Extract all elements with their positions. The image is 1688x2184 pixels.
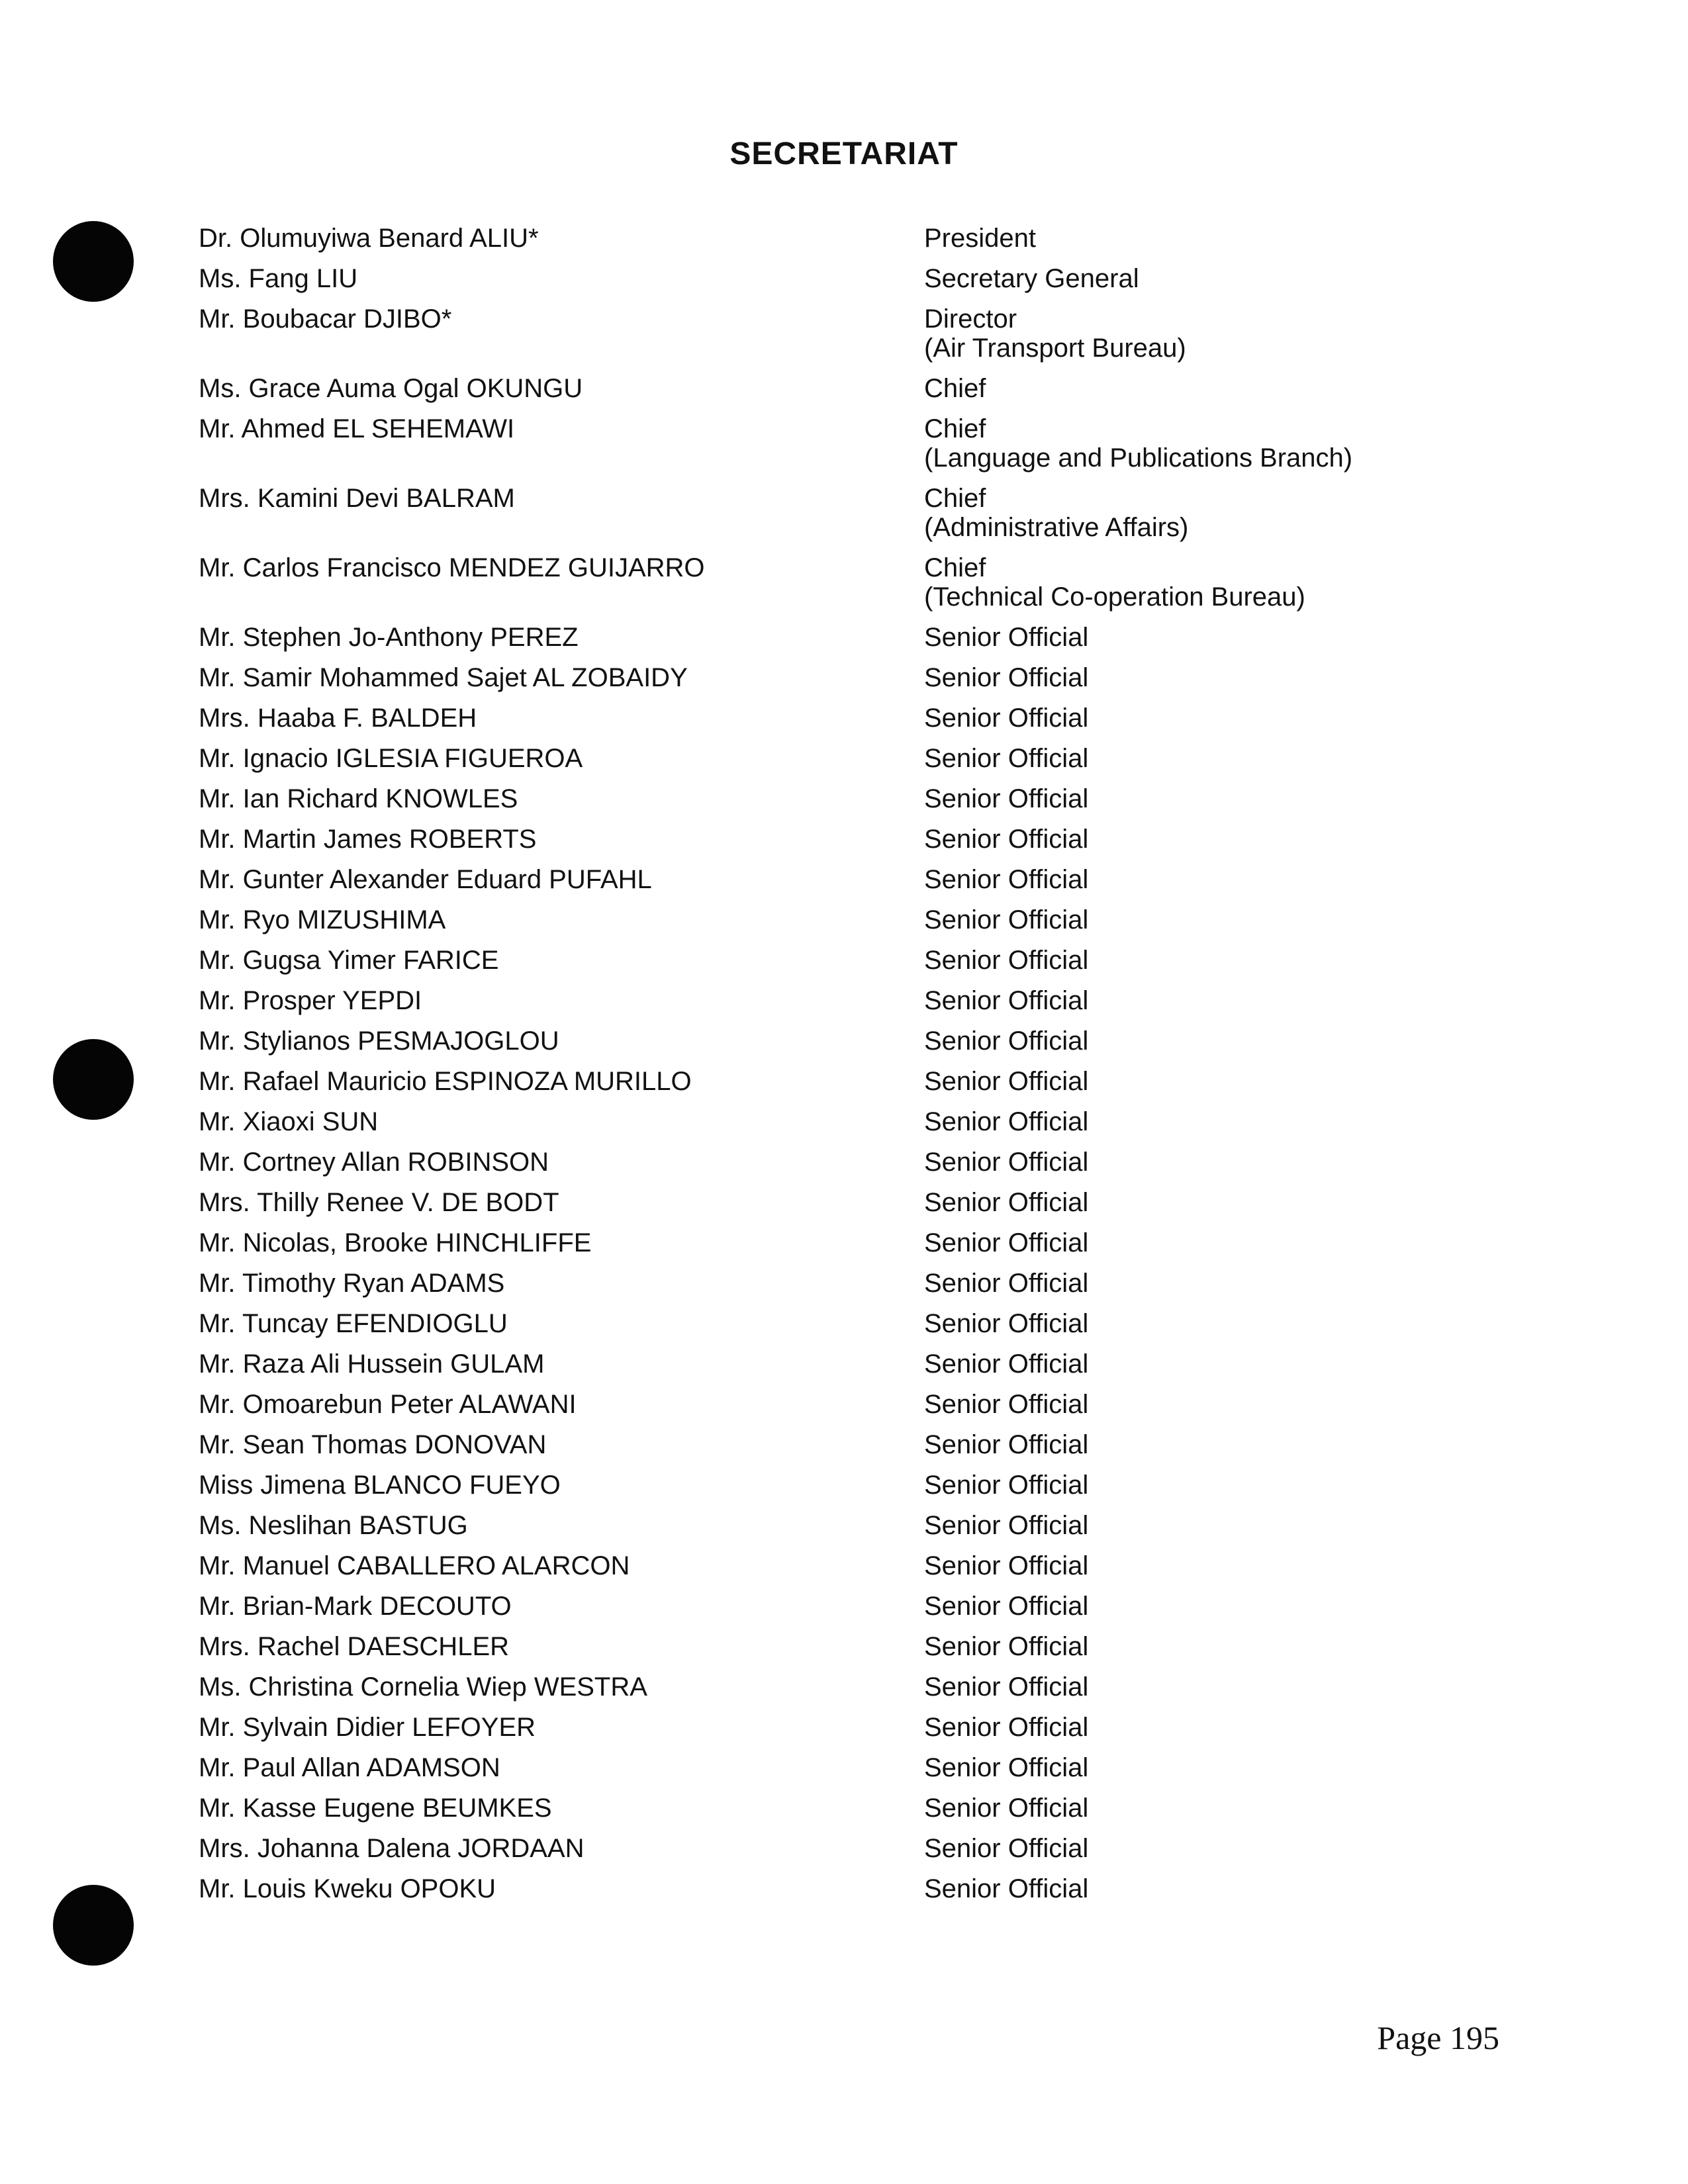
staff-role — [924, 1471, 1088, 1500]
page-title: SECRETARIAT — [729, 136, 959, 171]
staff-role-title: Senior Official — [924, 1269, 1089, 1298]
staff-name: Mr. Carlos Francisco MENDEZ GUIJARRO — [199, 553, 705, 582]
staff-name: Mr. Manuel CABALLERO ALARCON — [199, 1551, 630, 1580]
staff-name: Mr. Paul Allan ADAMSON — [199, 1753, 500, 1782]
staff-role — [924, 264, 1139, 293]
staff-role — [924, 374, 986, 403]
staff-role-title: Senior Official — [924, 865, 1089, 894]
staff-role-title: Senior Official — [924, 1148, 1089, 1177]
staff-role-title: Senior Official — [924, 946, 1089, 975]
staff-name: Mr. Stephen Jo-Anthony PEREZ — [199, 623, 579, 652]
staff-role — [924, 1269, 1088, 1298]
staff-role-title: Senior Official — [924, 663, 1089, 692]
staff-role — [924, 1874, 1088, 1903]
staff-role — [924, 414, 1352, 473]
staff-role — [924, 484, 1188, 542]
staff-role — [924, 1026, 1088, 1056]
punch-hole-middle — [53, 1039, 134, 1120]
staff-role — [924, 1834, 1088, 1863]
staff-role — [924, 224, 1036, 253]
staff-name: Mr. Ian Richard KNOWLES — [199, 784, 518, 813]
staff-role-title: Chief — [924, 484, 986, 513]
staff-name: Dr. Olumuyiwa Benard ALIU* — [199, 224, 539, 253]
staff-role-title: Senior Official — [924, 1471, 1089, 1500]
staff-name: Ms. Fang LIU — [199, 264, 358, 293]
staff-role — [924, 1632, 1088, 1661]
staff-role-title: Senior Official — [924, 1349, 1089, 1379]
staff-role-title: Senior Official — [924, 623, 1089, 652]
staff-name: Mr. Timothy Ryan ADAMS — [199, 1269, 505, 1298]
staff-role-title: Senior Official — [924, 1551, 1089, 1580]
staff-role — [924, 304, 1186, 363]
staff-name: Mr. Samir Mohammed Sajet AL ZOBAIDY — [199, 663, 688, 692]
staff-role — [924, 1390, 1088, 1419]
punch-hole-top — [53, 221, 134, 302]
staff-role — [924, 1067, 1088, 1096]
staff-role — [924, 1672, 1088, 1702]
staff-role-title: Senior Official — [924, 825, 1089, 854]
staff-name: Mr. Prosper YEPDI — [199, 986, 422, 1015]
staff-role-title: Senior Official — [924, 1430, 1089, 1459]
staff-role — [924, 905, 1088, 934]
staff-role — [924, 1309, 1088, 1338]
staff-name: Mr. Gugsa Yimer FARICE — [199, 946, 499, 975]
staff-role-title: Senior Official — [924, 1309, 1089, 1338]
staff-name: Miss Jimena BLANCO FUEYO — [199, 1471, 561, 1500]
staff-role-title: Senior Official — [924, 1026, 1089, 1056]
staff-name: Mr. Stylianos PESMAJOGLOU — [199, 1026, 559, 1056]
staff-name: Mr. Kasse Eugene BEUMKES — [199, 1794, 552, 1823]
staff-role-title: Secretary General — [924, 264, 1139, 293]
staff-name: Mr. Rafael Mauricio ESPINOZA MURILLO — [199, 1067, 692, 1096]
staff-role — [924, 986, 1088, 1015]
staff-role — [924, 704, 1088, 733]
staff-role — [924, 553, 1305, 612]
staff-role-title: Senior Official — [924, 1672, 1089, 1702]
staff-role — [924, 1753, 1088, 1782]
staff-role-title: Senior Official — [924, 1390, 1089, 1419]
staff-name: Mr. Omoarebun Peter ALAWANI — [199, 1390, 577, 1419]
staff-role-title: Chief — [924, 414, 986, 443]
staff-name: Mr. Nicolas, Brooke HINCHLIFFE — [199, 1228, 592, 1257]
staff-role-title: Chief — [924, 553, 986, 582]
staff-name: Mr. Ahmed EL SEHEMAWI — [199, 414, 515, 443]
staff-name: Mrs. Rachel DAESCHLER — [199, 1632, 510, 1661]
staff-name: Mr. Sylvain Didier LEFOYER — [199, 1713, 536, 1742]
staff-name: Mrs. Thilly Renee V. DE BODT — [199, 1188, 559, 1217]
page-number: Page 195 — [1377, 2019, 1499, 2056]
staff-role — [924, 1188, 1088, 1217]
staff-role-title: Senior Official — [924, 1713, 1089, 1742]
staff-role — [924, 1148, 1088, 1177]
staff-name: Mr. Brian-Mark DECOUTO — [199, 1592, 512, 1621]
staff-role-detail: (Technical Co-operation Bureau) — [924, 582, 1305, 612]
staff-name: Mr. Ryo MIZUSHIMA — [199, 905, 446, 934]
staff-name: Mr. Martin James ROBERTS — [199, 825, 537, 854]
staff-role — [924, 744, 1088, 773]
staff-role — [924, 1107, 1088, 1136]
staff-role-title: Senior Official — [924, 1753, 1089, 1782]
staff-role-detail: (Administrative Affairs) — [924, 513, 1189, 542]
staff-role — [924, 1511, 1088, 1540]
staff-role — [924, 1430, 1088, 1459]
staff-name: Mrs. Kamini Devi BALRAM — [199, 484, 515, 513]
staff-role-title: Senior Official — [924, 1107, 1089, 1136]
staff-role — [924, 1349, 1088, 1379]
staff-name: Mr. Cortney Allan ROBINSON — [199, 1148, 549, 1177]
staff-name: Mr. Ignacio IGLESIA FIGUEROA — [199, 744, 583, 773]
staff-role-title: Senior Official — [924, 986, 1089, 1015]
staff-role-title: Senior Official — [924, 744, 1089, 773]
staff-role-title: Senior Official — [924, 1511, 1089, 1540]
staff-name: Mrs. Haaba F. BALDEH — [199, 704, 477, 733]
staff-role — [924, 1794, 1088, 1823]
staff-role-title: Senior Official — [924, 1874, 1089, 1903]
staff-role-detail: (Language and Publications Branch) — [924, 443, 1353, 473]
staff-role — [924, 784, 1088, 813]
staff-role-title: Senior Official — [924, 1834, 1089, 1863]
staff-role-detail: (Air Transport Bureau) — [924, 334, 1186, 363]
staff-role-title: Senior Official — [924, 704, 1089, 733]
staff-role — [924, 663, 1088, 692]
staff-role-title: Senior Official — [924, 1228, 1089, 1257]
staff-role-title: Senior Official — [924, 1794, 1089, 1823]
staff-role-title: Director — [924, 304, 1017, 334]
staff-name: Mr. Xiaoxi SUN — [199, 1107, 379, 1136]
staff-name: Mr. Louis Kweku OPOKU — [199, 1874, 496, 1903]
staff-role-title: President — [924, 224, 1036, 253]
staff-name: Mr. Boubacar DJIBO* — [199, 304, 452, 334]
staff-role — [924, 865, 1088, 894]
staff-role-title: Senior Official — [924, 784, 1089, 813]
staff-role-title: Chief — [924, 374, 986, 403]
staff-role — [924, 1592, 1088, 1621]
staff-role-title: Senior Official — [924, 1592, 1089, 1621]
staff-name: Ms. Christina Cornelia Wiep WESTRA — [199, 1672, 647, 1702]
staff-role — [924, 1228, 1088, 1257]
staff-name: Mrs. Johanna Dalena JORDAAN — [199, 1834, 585, 1863]
staff-role — [924, 825, 1088, 854]
staff-role — [924, 623, 1088, 652]
staff-role-title: Senior Official — [924, 905, 1089, 934]
staff-name: Mr. Sean Thomas DONOVAN — [199, 1430, 547, 1459]
staff-name: Mr. Tuncay EFENDIOGLU — [199, 1309, 508, 1338]
staff-name: Ms. Neslihan BASTUG — [199, 1511, 468, 1540]
staff-role — [924, 1713, 1088, 1742]
staff-role — [924, 946, 1088, 975]
staff-name: Ms. Grace Auma Ogal OKUNGU — [199, 374, 583, 403]
staff-name: Mr. Raza Ali Hussein GULAM — [199, 1349, 545, 1379]
staff-role — [924, 1551, 1088, 1580]
staff-role-title: Senior Official — [924, 1632, 1089, 1661]
staff-role-title: Senior Official — [924, 1067, 1089, 1096]
staff-name: Mr. Gunter Alexander Eduard PUFAHL — [199, 865, 652, 894]
staff-role-title: Senior Official — [924, 1188, 1089, 1217]
punch-hole-bottom — [53, 1885, 134, 1966]
